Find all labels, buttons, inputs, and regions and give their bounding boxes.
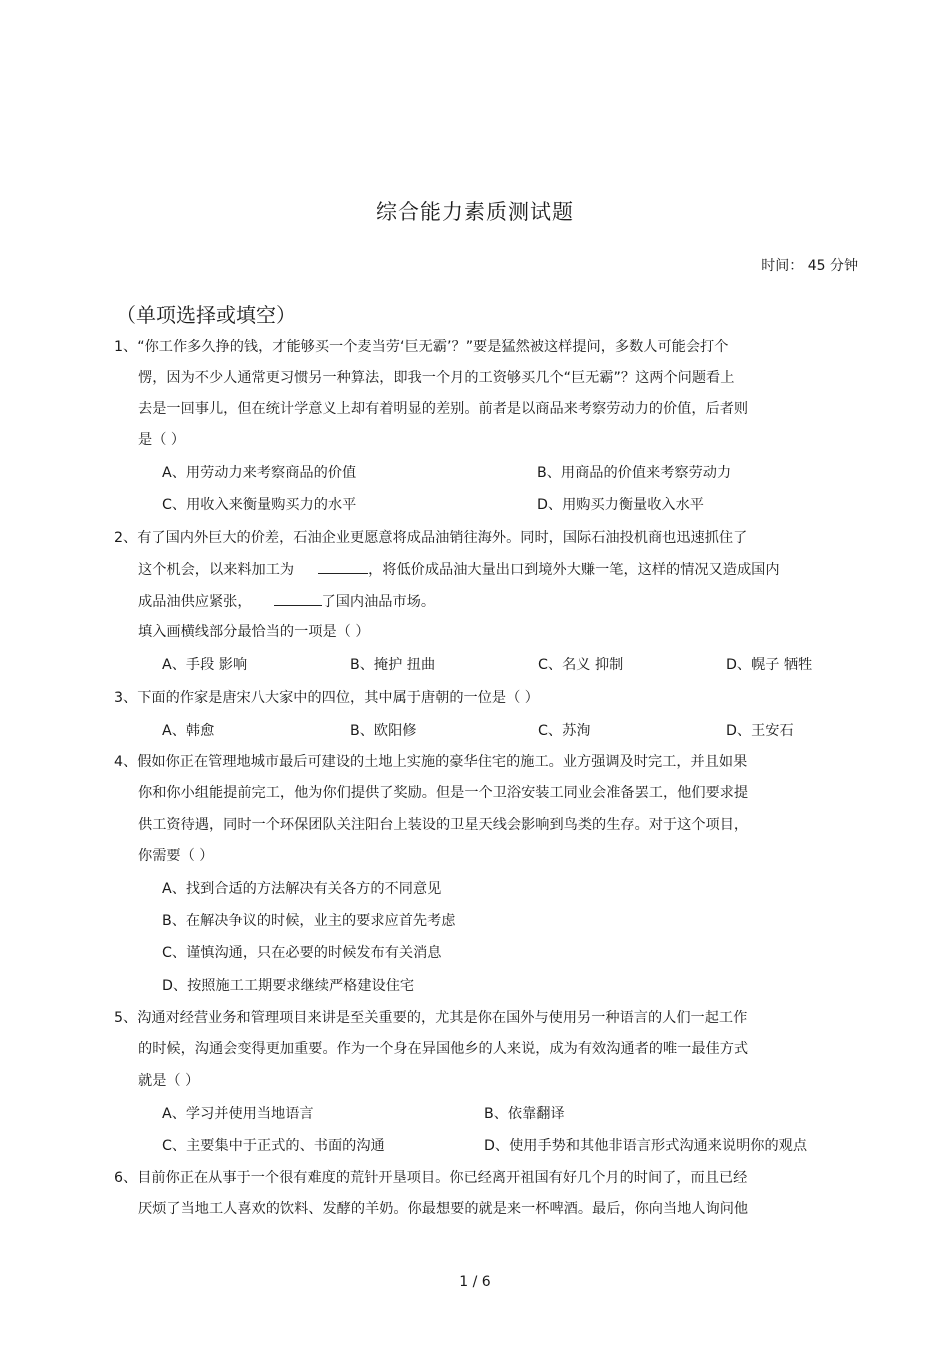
question-2-line-2-start: 这个机会，以来料加工为 bbox=[138, 562, 295, 578]
time-limit bbox=[761, 255, 858, 275]
question-2-option-c: C、名义 抑制 bbox=[538, 657, 624, 673]
question-5-line-1: 5、沟通对经营业务和管理项目来讲是至关重要的，尤其是你在国外与使用另一种语言的人们一起工作 bbox=[114, 1010, 748, 1026]
question-5-line-2: 的时候，沟通会变得更加重要。作为一个身在异国他乡的人来说，成为有效沟通者的唯一最佳方式 bbox=[138, 1041, 749, 1057]
question-2-line-1: 2、有了国内外巨大的价差，石油企业更愿意将成品油销往海外。同时，国际石油投机商也迅速抓住了 bbox=[114, 530, 748, 546]
question-3-option-c: C、苏洵 bbox=[538, 723, 591, 739]
question-4-line-1: 4、假如你正在管理地城市最后可建设的土地上实施的豪华住宅的施工。业方强调及时完工，并且如果 bbox=[114, 754, 748, 770]
page-title: 综合能力素质测试题 bbox=[376, 200, 574, 224]
question-2-line-2-end: ，将低价成品油大量出口到境外大赚一笔，这样的情况又造成国内 bbox=[368, 562, 780, 578]
question-1-line-2: 愣，因为不少人通常更习惯另一种算法，即我一个月的工资够买几个“巨无霸”？这两个问题看上 bbox=[138, 370, 735, 386]
page-number: 1 / 6 bbox=[459, 1274, 491, 1290]
question-1-option-b: B、用商品的价值来考察劳动力 bbox=[537, 465, 732, 481]
question-1-option-a: A、用劳动力来考察商品的价值 bbox=[162, 465, 357, 481]
question-5-option-b: B、依靠翻译 bbox=[484, 1106, 565, 1122]
time-label: 时间： bbox=[761, 258, 804, 274]
question-4-option-a: A、找到合适的方法解决有关各方的不同意见 bbox=[162, 881, 442, 897]
question-5-option-a: A、学习并使用当地语言 bbox=[162, 1106, 314, 1122]
fill-in-blank-2[interactable] bbox=[274, 591, 322, 606]
question-4-option-d: D、按照施工工期要求继续严格建设住宅 bbox=[162, 978, 415, 994]
section-heading: （单项选择或填空） bbox=[116, 303, 296, 327]
question-5-line-3: 就是（ ） bbox=[138, 1073, 200, 1089]
question-5-option-d: D、使用手势和其他非语言形式沟通来说明你的观点 bbox=[484, 1138, 808, 1154]
question-4-line-4: 你需要（ ） bbox=[138, 848, 214, 864]
question-1-option-d: D、用购买力衡量收入水平 bbox=[537, 497, 704, 513]
question-2-line-3 bbox=[138, 591, 435, 612]
question-2-line-3-start: 成品油供应紧张， bbox=[138, 594, 252, 610]
time-value: 45 分钟 bbox=[807, 258, 858, 274]
question-2-line-3-end: 了国内油品市场。 bbox=[321, 594, 436, 610]
question-1-line-4: 是（ ） bbox=[138, 432, 186, 448]
question-1-line-3: 去是一回事儿，但在统计学意义上却有着明显的差别。前者是以商品来考察劳动力的价值，后者则 bbox=[138, 401, 749, 417]
question-4-line-3: 供工资待遇，同时一个环保团队关注阳台上装设的卫星天线会影响到鸟类的生存。对于这个项目， bbox=[138, 817, 749, 833]
question-6-line-1: 6、目前你正在从事于一个很有难度的荒针开垦项目。你已经离开祖国有好几个月的时间了，而且已经 bbox=[114, 1170, 748, 1186]
question-2-option-a: A、手段 影响 bbox=[162, 657, 248, 673]
question-2-line-2 bbox=[138, 559, 780, 580]
question-2-option-d: D、幌子 牺牲 bbox=[726, 657, 813, 673]
question-1-line-1: 1、“你工作多久挣的钱，才能够买一个麦当劳‘巨无霸’？”要是猛然被这样提问，多数人可能会打个 bbox=[114, 339, 729, 355]
question-4-option-b: B、在解决争议的时候，业主的要求应首先考虑 bbox=[162, 913, 456, 929]
question-6-line-2: 厌烦了当地工人喜欢的饮料、发酵的羊奶。你最想要的就是来一杯啤酒。最后，你向当地人询问他 bbox=[138, 1201, 749, 1217]
question-3-option-d: D、王安石 bbox=[726, 723, 794, 739]
question-2-option-b: B、掩护 扭曲 bbox=[350, 657, 436, 673]
question-5-option-c: C、主要集中于正式的、书面的沟通 bbox=[162, 1138, 385, 1154]
fill-in-blank-1[interactable] bbox=[318, 559, 368, 574]
question-3-option-b: B、欧阳修 bbox=[350, 723, 417, 739]
question-4-line-2: 你和你小组能提前完工，他为你们提供了奖励。但是一个卫浴安装工同业会准备罢工，他们要求提 bbox=[138, 785, 749, 801]
question-3-option-a: A、韩愈 bbox=[162, 723, 215, 739]
question-2-line-4: 填入画横线部分最恰当的一项是（ ） bbox=[138, 624, 370, 640]
question-3-line-1: 3、下面的作家是唐宋八大家中的四位，其中属于唐朝的一位是（ ） bbox=[114, 690, 539, 706]
question-4-option-c: C、谨慎沟通，只在必要的时候发布有关消息 bbox=[162, 945, 442, 961]
question-1-option-c: C、用收入来衡量购买力的水平 bbox=[162, 497, 357, 513]
